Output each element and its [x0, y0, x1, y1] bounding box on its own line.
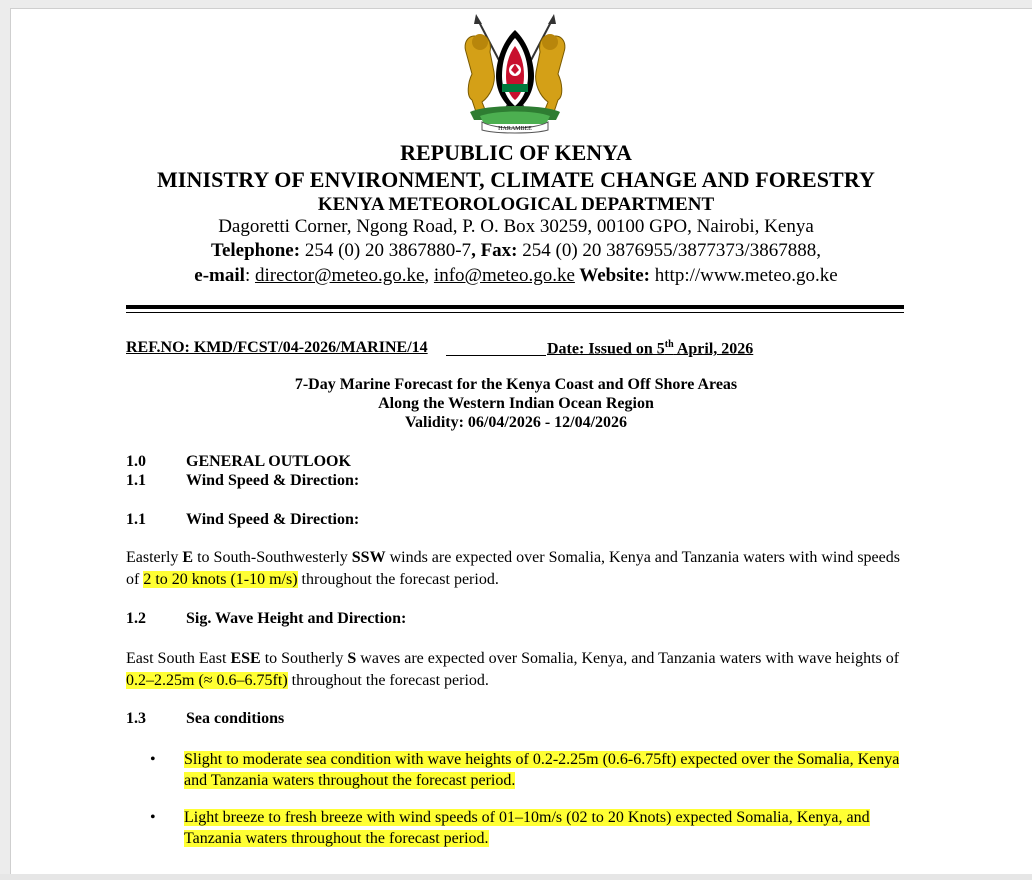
section-title-wind: Wind Speed & Direction: [186, 472, 360, 489]
forecast-title-line2: Along the Western Indian Ocean Region [378, 395, 654, 412]
reference-underline-gap [446, 355, 546, 356]
wind-speed-highlight: 2 to 20 knots (1-10 m/s) [143, 571, 298, 588]
section-number: 1.2 [126, 610, 146, 627]
svg-text:HARAMBEE: HARAMBEE [498, 126, 532, 132]
bullet-icon: • [150, 809, 156, 826]
list-item [150, 749, 910, 793]
wave-height-highlight: 0.2–2.25m (≈ 0.6–6.75ft) [126, 672, 288, 689]
wind-paragraph: Easterly E to South-Southwesterly SSW winds are expected over Somalia, Kenya and Tanzania waters with wind speeds of 2 to 20 knots (1-10 m/s) throughout the forecast period. [126, 549, 900, 588]
bullet-icon: • [150, 751, 156, 768]
section-number: 1.1 [126, 472, 146, 489]
section-title-wind: Wind Speed & Direction: [186, 511, 360, 528]
sea-condition-bullet-2: Light breeze to fresh breeze with wind speeds of 01–10m/s (02 to 20 Knots) expected Somalia, Kenya, and Tanzania waters throughout the forecast period. [184, 809, 870, 847]
address-line: Dagoretti Corner, Ngong Road, P. O. Box 30259, 00100 GPO, Nairobi, Kenya [218, 216, 814, 237]
reference-number: REF.NO: KMD/FCST/04-2026/MARINE/14 [126, 339, 428, 356]
kenya-coat-of-arms-icon [456, 12, 574, 134]
section-number: 1.3 [126, 710, 146, 727]
fax-label: , Fax: [471, 240, 518, 261]
section-number: 1.0 [126, 453, 146, 470]
telephone-line [0, 240, 1032, 262]
telephone-value: 254 (0) 20 3867880-7 [300, 240, 472, 261]
department-heading: KENYA METEOROLOGICAL DEPARTMENT [317, 194, 715, 215]
forecast-validity: Validity: 06/04/2026 - 12/04/2026 [404, 414, 628, 431]
email-link-director[interactable]: director@meteo.go.ke [254, 265, 425, 286]
section-title-sea-conditions: Sea conditions [186, 710, 285, 727]
forecast-title-line1: 7-Day Marine Forecast for the Kenya Coast and Off Shore Areas [294, 376, 738, 393]
contact-line: e-mail: director@meteo.go.ke, info@meteo.go.ke Website: http://www.meteo.go.ke [194, 265, 838, 286]
email-label: e-mail [194, 265, 245, 286]
wave-paragraph: East South East ESE to Southerly S waves are expected over Somalia, Kenya, and Tanzania waters with wave heights of 0.2–2.25m (≈ 0.6–6.75ft) throughout the forecast period. [126, 650, 900, 689]
header-rule-thick [126, 305, 904, 309]
ministry-heading: MINISTRY OF ENVIRONMENT, CLIMATE CHANGE AND FORESTRY [156, 167, 876, 192]
section-title-general-outlook: GENERAL OUTLOOK [186, 453, 351, 470]
website-label: Website: [574, 265, 651, 286]
issue-date: Date: Issued on 5th April, 2026 [547, 339, 754, 358]
header-rule-thin [126, 312, 904, 313]
email-link-info[interactable]: info@meteo.go.ke [433, 265, 575, 286]
website-value: http://www.meteo.go.ke [650, 265, 838, 286]
list-item [150, 807, 910, 851]
fax-value: 254 (0) 20 3876955/3877373/3867888, [517, 240, 821, 261]
country-heading: REPUBLIC OF KENYA [400, 140, 632, 165]
telephone-label: Telephone: [211, 240, 301, 261]
section-number: 1.1 [126, 511, 146, 528]
document-page [10, 8, 1032, 875]
section-title-wave: Sig. Wave Height and Direction: [186, 610, 407, 627]
sea-condition-bullet-1: Slight to moderate sea condition with wave heights of 0.2-2.25m (0.6-6.75ft) expected over the Somalia, Kenya and Tanzania waters throughout the forecast period. [184, 751, 900, 789]
page-bottom-edge [0, 874, 1032, 880]
